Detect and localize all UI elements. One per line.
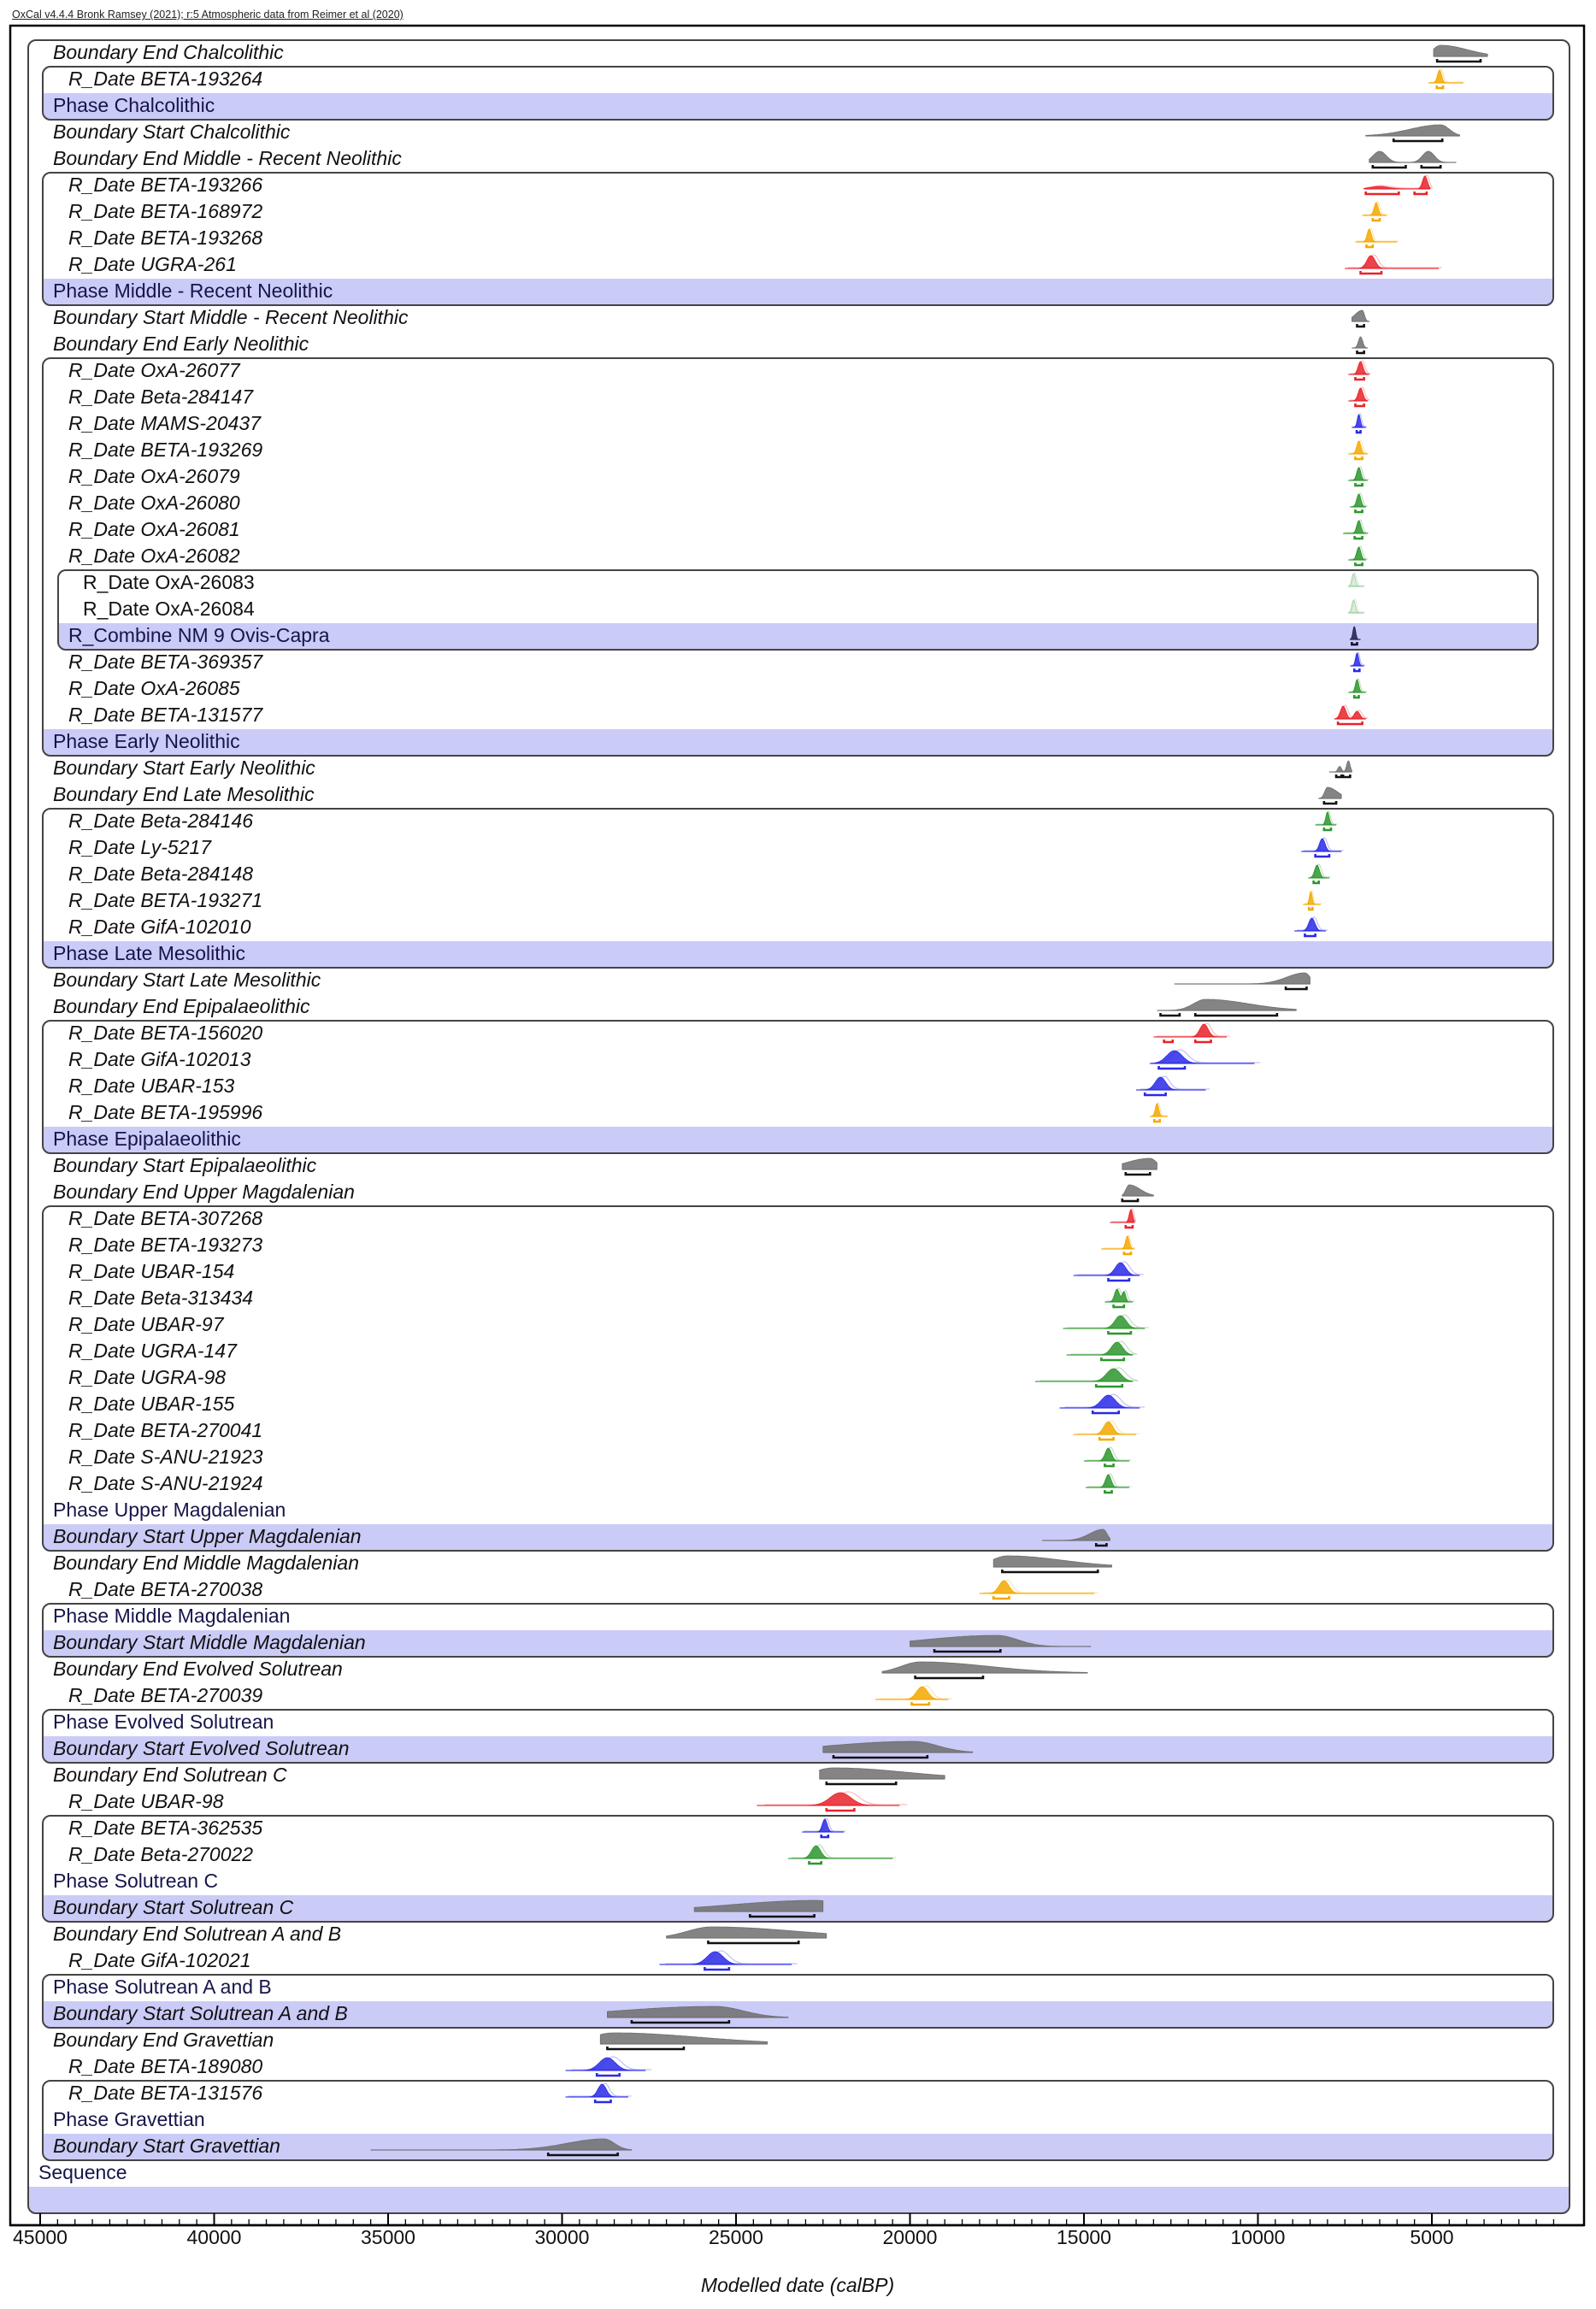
phase-label: Phase Gravettian [53, 2108, 205, 2130]
hpd-range-bar [1099, 1437, 1113, 1440]
boundary-distribution [1352, 310, 1369, 327]
boundary-label: Boundary Start Middle - Recent Neolithic [53, 306, 409, 328]
rdate-label: R_Date Beta-284147 [68, 386, 254, 408]
rdate-label: R_Date BETA-193271 [68, 889, 263, 911]
x-tick-label: 25000 [709, 2226, 763, 2248]
combine-label: R_Combine NM 9 Ovis-Capra [68, 624, 330, 646]
hpd-range-bar [1361, 271, 1381, 274]
boundary-label: Boundary Start Early Neolithic [53, 757, 315, 779]
hpd-range-bar [1122, 1199, 1138, 1201]
rdate-label: R_Date Beta-270022 [68, 1843, 254, 1865]
boundary-label: Boundary End Solutrean A and B [53, 1923, 342, 1945]
x-tick-label: 20000 [882, 2226, 938, 2248]
hpd-range-bar [1104, 1490, 1111, 1493]
boundary-label: Boundary End Gravettian [53, 2029, 274, 2051]
rdate-label: R_Date UGRA-98 [68, 1366, 227, 1388]
date-distribution [1150, 1103, 1169, 1122]
date-distribution [1303, 891, 1322, 910]
hpd-range-bar [827, 1808, 855, 1811]
boundary-label: Boundary End Middle Magdalenian [53, 1552, 360, 1574]
hpd-range-bar [1104, 1464, 1113, 1466]
rdate-label: R_Date BETA-131576 [68, 2082, 263, 2104]
date-distribution [1355, 228, 1399, 247]
date-distribution [980, 1580, 1098, 1599]
boundary-distribution [1329, 761, 1352, 777]
date-distribution [1086, 1474, 1131, 1493]
x-axis-label: Modelled date (calBP) [700, 2274, 895, 2296]
date-distribution [1348, 387, 1369, 406]
phase-box [43, 809, 1553, 968]
rdate-label: R_Date S-ANU-21923 [68, 1446, 263, 1468]
oxcal-caption: OxCal v4.4.4 Bronk Ramsey (2021); r:5 Atmospheric data from Reimer et al (2020) [12, 9, 403, 21]
date-distribution [1074, 1262, 1144, 1281]
phase-band [43, 93, 1553, 120]
date-distribution [1110, 1209, 1136, 1228]
date-distribution [1316, 811, 1338, 830]
boundary-distribution [1175, 973, 1310, 989]
sequence-label: Sequence [38, 2161, 127, 2183]
boundary-distribution [1122, 1158, 1157, 1175]
hpd-range-bar [1355, 403, 1363, 406]
phase-label: Phase Solutrean A and B [53, 1976, 272, 1998]
boundary-distribution [1122, 1185, 1154, 1201]
rdate-label: R_Date BETA-270041 [68, 1419, 263, 1441]
date-distribution [1348, 573, 1365, 586]
date-distribution [1348, 361, 1371, 380]
date-distribution [1104, 1288, 1134, 1307]
rdate-label: R_Date BETA-193264 [68, 68, 263, 90]
boundary-label: Boundary End Late Mesolithic [53, 783, 315, 805]
boundary-distribution [1319, 787, 1342, 804]
hpd-range-bar [595, 2100, 610, 2102]
boundary-label: Boundary Start Chalcolithic [53, 121, 291, 143]
boundary-distribution [1366, 125, 1460, 141]
hpd-range-bar [822, 1835, 828, 1837]
x-tick-label: 40000 [186, 2226, 242, 2248]
hpd-range-bar [1338, 722, 1362, 724]
rdate-label: R_Date S-ANU-21924 [68, 1472, 263, 1494]
boundary-distribution [993, 1556, 1111, 1572]
hpd-range-bar [704, 1967, 728, 1970]
date-distribution [1343, 520, 1369, 539]
phase-label: Phase Epipalaeolithic [53, 1128, 241, 1150]
boundary-label: Boundary Start Late Mesolithic [53, 969, 321, 991]
rdate-label: R_Date BETA-193268 [68, 227, 263, 249]
x-tick-label: 10000 [1230, 2226, 1286, 2248]
phase-band [43, 941, 1553, 968]
date-distribution [802, 1818, 845, 1837]
phase-label: Phase Evolved Solutrean [53, 1711, 274, 1733]
boundary-label: Boundary Start Upper Magdalenian [53, 1525, 362, 1547]
date-distribution [1153, 1023, 1229, 1042]
hpd-range-bar [1415, 191, 1427, 194]
hpd-range-bar [708, 1941, 798, 1943]
rdate-label: R_Date BETA-193269 [68, 439, 263, 461]
rdate-label: R_Date UGRA-147 [68, 1340, 237, 1362]
rdate-label: R_Date OxA-26077 [68, 359, 240, 381]
phase-band [43, 729, 1553, 756]
hpd-range-bar [1002, 1570, 1098, 1572]
hpd-range-bar [1336, 775, 1341, 777]
rdate-label: R_Date UBAR-153 [68, 1075, 235, 1097]
date-distribution [1348, 679, 1367, 698]
hpd-range-bar [1195, 1040, 1210, 1042]
date-distribution [1345, 255, 1441, 274]
date-distribution [566, 2083, 632, 2102]
date-distribution [1084, 1447, 1132, 1466]
boundary-label: Boundary End Solutrean C [53, 1764, 287, 1786]
date-distribution [1350, 493, 1367, 512]
date-distribution [1301, 838, 1343, 857]
rdate-label: R_Date Beta-284146 [68, 810, 254, 832]
hpd-range-bar [1145, 1093, 1165, 1095]
hpd-range-bar [1126, 1225, 1133, 1228]
rdate-label: R_Date UBAR-98 [68, 1790, 224, 1812]
phase-band [43, 1127, 1553, 1153]
rdate-label: R_Date UBAR-154 [68, 1260, 235, 1282]
hpd-range-bar [1304, 934, 1315, 936]
date-distribution [1334, 705, 1368, 724]
rdate-label: R_Date Beta-284148 [68, 863, 254, 885]
date-distribution [1350, 652, 1365, 671]
hpd-range-bar [1357, 350, 1363, 353]
boundary-label: Boundary End Middle - Recent Neolithic [53, 147, 402, 169]
boundary-distribution [1352, 337, 1367, 353]
date-distribution [1063, 1315, 1149, 1334]
hpd-range-bar [607, 2047, 684, 2049]
hpd-range-bar [1343, 775, 1350, 777]
boundary-label: Boundary Start Middle Magdalenian [53, 1631, 366, 1653]
date-distribution [1348, 546, 1367, 565]
rdate-label: R_Date OxA-26079 [68, 465, 240, 487]
x-tick-label: 15000 [1057, 2226, 1111, 2248]
rdate-label: R_Date BETA-270038 [68, 1578, 263, 1600]
phase-box [43, 67, 1553, 120]
hpd-range-bar [1373, 165, 1406, 168]
boundary-distribution [1369, 151, 1457, 168]
boundary-label: Boundary Start Epipalaeolithic [53, 1154, 317, 1176]
hpd-range-bar [1354, 695, 1358, 698]
hpd-range-bar [1309, 907, 1312, 910]
hpd-range-bar [1126, 1172, 1150, 1175]
hpd-range-bar [1357, 324, 1363, 327]
hpd-range-bar [1195, 1013, 1277, 1016]
hpd-range-bar [1096, 1384, 1122, 1387]
rdate-label: R_Date UBAR-155 [68, 1393, 235, 1415]
x-tick-label: 35000 [361, 2226, 415, 2248]
rdate-label: R_Date BETA-270039 [68, 1684, 263, 1706]
date-distribution [1294, 917, 1328, 936]
phase-label: Phase Solutrean C [53, 1870, 219, 1892]
phase-label: Phase Early Neolithic [53, 730, 240, 752]
boundary-distribution [1434, 45, 1487, 62]
hpd-range-bar [597, 2073, 619, 2076]
rdate-label: R_Date Ly-5217 [68, 836, 212, 858]
hpd-range-bar [912, 1702, 929, 1705]
hpd-range-bar [1164, 1040, 1173, 1042]
date-distribution [1101, 1235, 1135, 1254]
rdate-label: R_Date OxA-26082 [68, 545, 240, 567]
date-distribution [1309, 864, 1332, 883]
boundary-label: Boundary End Epipalaeolithic [53, 995, 310, 1017]
hpd-range-bar [1355, 536, 1363, 539]
date-distribution [1428, 69, 1465, 88]
rdate-label: R_Date BETA-362535 [68, 1817, 263, 1839]
date-distribution [566, 2057, 652, 2076]
date-distribution [1348, 467, 1369, 486]
hpd-range-bar [1314, 881, 1319, 883]
boundary-label: Boundary Start Solutrean C [53, 1896, 294, 1918]
rdate-label: R_Date OxA-26081 [68, 518, 240, 540]
date-distribution [1035, 1368, 1138, 1387]
hpd-range-bar [1422, 165, 1440, 168]
hpd-range-bar [916, 1676, 983, 1678]
rdate-label: R_Date BETA-189080 [68, 2055, 263, 2077]
hpd-range-bar [1101, 1358, 1123, 1360]
boundary-label: Boundary Start Evolved Solutrean [53, 1737, 350, 1759]
boundary-label: Boundary End Early Neolithic [53, 333, 309, 355]
phase-label: Phase Chalcolithic [53, 94, 215, 116]
rdate-label: R_Date Beta-313434 [68, 1287, 254, 1309]
phase-label: Phase Late Mesolithic [53, 942, 246, 964]
rdate-label: R_Date BETA-307268 [68, 1207, 263, 1229]
rdate-label: R_Date BETA-369357 [68, 651, 263, 673]
hpd-range-bar [1366, 191, 1399, 194]
hpd-range-bar [1355, 483, 1362, 486]
hpd-range-bar [1366, 244, 1372, 247]
boundary-distribution [820, 1768, 945, 1784]
hpd-range-bar [1373, 218, 1380, 221]
hpd-range-bar [1286, 987, 1306, 989]
hpd-range-bar [993, 1596, 1009, 1599]
hpd-range-bar [1355, 510, 1362, 512]
hpd-range-bar [1124, 1252, 1131, 1254]
rdate-label: R_Date GifA-102021 [68, 1949, 251, 1971]
phase-band [28, 2187, 1569, 2213]
rdate-label: R_Date OxA-26080 [68, 492, 240, 514]
date-distribution [757, 1792, 907, 1811]
hpd-range-bar [1355, 377, 1363, 380]
rdate-label: R_Date BETA-193266 [68, 174, 263, 196]
boundary-distribution [882, 1662, 1087, 1678]
hpd-range-bar [1324, 828, 1331, 830]
rdate-label: R_Date OxA-26083 [83, 571, 255, 593]
x-tick-label: 45000 [13, 2226, 68, 2248]
date-distribution [1136, 1076, 1210, 1095]
date-distribution [659, 1951, 798, 1970]
boundary-label: Boundary End Chalcolithic [53, 41, 284, 63]
hpd-range-bar [1357, 430, 1360, 433]
boundary-distribution [1157, 999, 1296, 1016]
hpd-range-bar [1393, 138, 1442, 141]
hpd-range-bar [809, 1861, 821, 1864]
hpd-range-bar [1108, 1331, 1130, 1334]
hpd-range-bar [1324, 801, 1336, 804]
hpd-range-bar [1159, 1066, 1186, 1069]
hpd-range-bar [827, 1782, 896, 1784]
hpd-range-bar [1355, 563, 1362, 565]
date-distribution [1364, 175, 1433, 194]
rdate-label: R_Date OxA-26085 [68, 677, 240, 699]
date-distribution [1352, 414, 1367, 433]
rdate-label: R_Date GifA-102013 [68, 1048, 251, 1070]
phase-label: Phase Middle - Recent Neolithic [53, 280, 333, 302]
hpd-range-bar [1316, 854, 1329, 857]
rdate-label: R_Date UGRA-261 [68, 253, 237, 275]
rdate-label: R_Date BETA-156020 [68, 1022, 263, 1044]
rdate-label: R_Date MAMS-20437 [68, 412, 261, 434]
hpd-range-bar [1437, 59, 1481, 62]
rdate-label: R_Date GifA-102010 [68, 916, 251, 938]
rdate-label: R_Date BETA-193273 [68, 1234, 263, 1256]
hpd-range-bar [1114, 1305, 1124, 1307]
rdate-label: R_Date BETA-131577 [68, 704, 263, 726]
date-distribution [1074, 1421, 1140, 1440]
boundary-distribution [667, 1927, 827, 1943]
rdate-label: R_Date BETA-168972 [68, 200, 263, 222]
boundary-label: Boundary End Evolved Solutrean [53, 1658, 343, 1680]
date-distribution [1150, 1050, 1260, 1069]
phase-box [43, 1021, 1553, 1153]
hpd-range-bar [1161, 1013, 1180, 1016]
boundary-label: Boundary Start Gravettian [53, 2135, 280, 2157]
x-tick-label: 30000 [534, 2226, 590, 2248]
rdate-label: R_Date UBAR-97 [68, 1313, 224, 1335]
hpd-range-bar [1154, 1119, 1160, 1122]
date-distribution [1060, 1394, 1145, 1413]
x-tick-label: 5000 [1410, 2226, 1454, 2248]
date-distribution [1348, 440, 1369, 459]
hpd-range-bar [1108, 1278, 1128, 1281]
phase-box [43, 358, 1553, 756]
boundary-label: Boundary Start Solutrean A and B [53, 2002, 348, 2024]
date-distribution [1067, 1341, 1137, 1360]
date-distribution [1348, 599, 1365, 613]
rdate-label: R_Date OxA-26084 [83, 598, 255, 620]
date-distribution [875, 1686, 952, 1705]
phase-label: Phase Middle Magdalenian [53, 1605, 291, 1627]
boundary-distribution [600, 2033, 767, 2049]
date-distribution [788, 1845, 896, 1864]
date-distribution [1363, 202, 1388, 221]
phase-label: Phase Upper Magdalenian [53, 1499, 286, 1521]
hpd-range-bar [1354, 669, 1359, 671]
hpd-range-bar [1092, 1411, 1119, 1413]
hpd-range-bar [1355, 456, 1362, 459]
rdate-label: R_Date BETA-195996 [68, 1101, 263, 1123]
hpd-range-bar [1437, 85, 1443, 88]
boundary-label: Boundary End Upper Magdalenian [53, 1181, 355, 1203]
